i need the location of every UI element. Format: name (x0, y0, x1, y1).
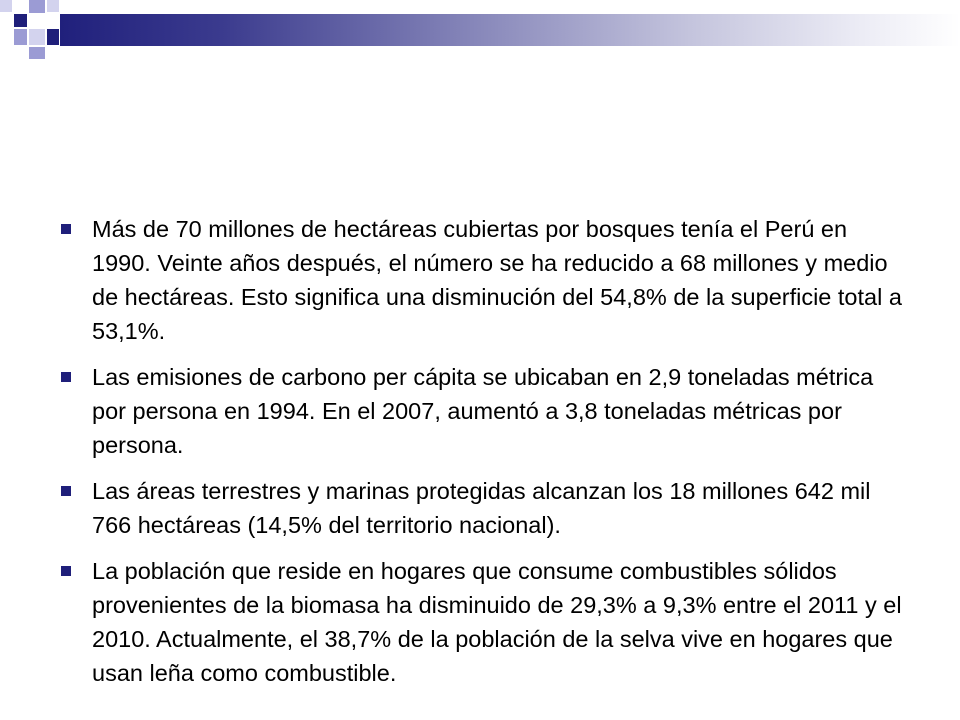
square-bullet-icon (61, 372, 71, 382)
bullet-text: Las áreas terrestres y marinas protegidas alcanzan los 18 millones 642 mil 766 hectáreas (14,5% del territorio nacional). (92, 478, 871, 538)
bullet-item-carbon-emissions (58, 360, 908, 462)
decor-square-pale-2 (47, 0, 59, 12)
square-bullet-icon (61, 224, 71, 234)
decor-square-navy-1 (14, 14, 27, 27)
square-bullet-icon (61, 566, 71, 576)
bullet-text: La población que reside en hogares que consume combustibles sólidos provenientes de la biomasa ha disminuido de 29,3% a 9,3% entre el 2011 y el 2010. Actualmente, el 38,7% de la población de la selva vive en hogares que usan leña como combustible. (92, 558, 902, 686)
decor-square-lavender-1 (29, 0, 45, 13)
decor-square-lavender-2 (14, 29, 27, 45)
decor-square-pale-3 (29, 29, 45, 45)
bullet-item-protected-areas (58, 474, 908, 542)
decor-square-pale-1 (0, 0, 12, 12)
bullet-item-forests (58, 212, 908, 348)
bullet-text: Más de 70 millones de hectáreas cubiertas por bosques tenía el Perú en 1990. Veinte años después, el número se ha reducido a 68 millones y medio de hectáreas. Esto significa una disminución del 54,8% de la superficie total a 53,1%. (92, 216, 902, 344)
bullet-item-solid-fuels (58, 554, 908, 690)
bullet-list (58, 212, 908, 690)
slide-body (58, 212, 908, 702)
square-bullet-icon (61, 486, 71, 496)
decor-square-lavender-3 (29, 47, 45, 59)
decor-square-navy-2 (47, 29, 59, 45)
bullet-text: Las emisiones de carbono per cápita se ubicaban en 2,9 toneladas métrica por persona en 1994. En el 2007, aumentó a 3,8 toneladas métricas por persona. (92, 364, 874, 458)
header-gradient-bar (60, 14, 960, 46)
